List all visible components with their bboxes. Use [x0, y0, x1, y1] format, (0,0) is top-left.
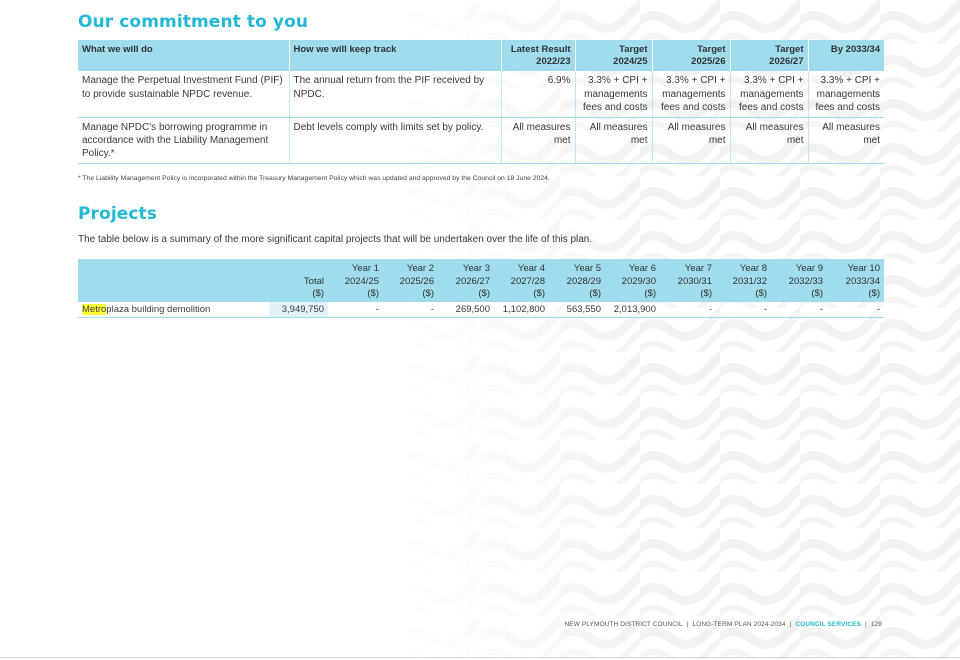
header-year: Year 1 2024/25 ($) — [328, 259, 383, 301]
page-number: 129 — [870, 621, 882, 628]
cell-target-2: All measures met — [652, 117, 730, 164]
cell-target-3: All measures met — [730, 117, 808, 164]
header-year: Year 4 2027/28 ($) — [494, 259, 549, 301]
year-value: - — [328, 302, 383, 318]
header-year: Year 5 2028/29 ($) — [549, 259, 605, 301]
cell-target-1: All measures met — [575, 117, 652, 164]
table-row — [78, 302, 884, 318]
project-total: 3,949,750 — [269, 302, 328, 318]
table-row — [78, 71, 884, 117]
year-value: - — [771, 302, 827, 318]
header-latest: Latest Result 2022/23 — [501, 40, 575, 71]
search-highlight: Metro — [82, 303, 107, 315]
cell-how: The annual return from the PIF received by NPDC. — [289, 71, 501, 117]
footnote: * The Liability Management Policy is incorporated within the Treasury Management Policy which was updated and approved by the Council on 18 June 2024. — [78, 175, 550, 183]
header-year: Year 2 2025/26 ($) — [383, 259, 438, 301]
bottom-divider — [0, 657, 960, 658]
year-value: - — [660, 302, 716, 318]
header-by: By 2033/34 — [808, 40, 884, 71]
cell-target-1: 3.3% + CPI + managements fees and costs — [575, 71, 652, 117]
project-name: Metroplaza building demolition — [78, 302, 269, 318]
cell-latest: 6.9% — [501, 71, 575, 117]
header-year: Year 7 2030/31 ($) — [660, 259, 716, 301]
commitment-table — [78, 40, 884, 164]
cell-latest: All measures met — [501, 117, 575, 164]
year-value: - — [716, 302, 771, 318]
year-value: 269,500 — [438, 302, 494, 318]
header-target-2: Target 2025/26 — [652, 40, 730, 71]
footer-org: NEW PLYMOUTH DISTRICT COUNCIL — [564, 621, 683, 628]
year-value: 1,102,800 — [494, 302, 549, 318]
cell-by: All measures met — [808, 117, 884, 164]
header-project — [78, 259, 269, 301]
projects-title: Projects — [78, 204, 158, 225]
page-footer: NEW PLYMOUTH DISTRICT COUNCIL | LONG-TERM PLAN 2024-2034 | COUNCIL SERVICES | 129 — [564, 621, 882, 628]
cell-target-3: 3.3% + CPI + managements fees and costs — [730, 71, 808, 117]
year-value: 563,550 — [549, 302, 605, 318]
header-how: How we will keep track — [289, 40, 501, 71]
header-year: Year 6 2029/30 ($) — [605, 259, 660, 301]
cell-how: Debt levels comply with limits set by policy. — [289, 117, 501, 164]
commitment-header-row — [78, 40, 884, 71]
cell-what: Manage NPDC's borrowing programme in accordance with the Liability Management Policy.* — [78, 117, 289, 164]
projects-table — [78, 259, 884, 317]
header-target-3: Target 2026/27 — [730, 40, 808, 71]
table-row — [78, 117, 884, 164]
header-year: Year 3 2026/27 ($) — [438, 259, 494, 301]
projects-header-row — [78, 259, 884, 301]
cell-by: 3.3% + CPI + managements fees and costs — [808, 71, 884, 117]
header-year: Year 9 2032/33 ($) — [771, 259, 827, 301]
header-target-1: Target 2024/25 — [575, 40, 652, 71]
header-year: Year 10 2033/34 ($) — [827, 259, 884, 301]
header-year: Year 8 2031/32 ($) — [716, 259, 771, 301]
footer-section: COUNCIL SERVICES — [795, 621, 862, 628]
cell-target-2: 3.3% + CPI + managements fees and costs — [652, 71, 730, 117]
year-value: - — [383, 302, 438, 318]
header-what: What we will do — [78, 40, 289, 71]
year-value: 2,013,900 — [605, 302, 660, 318]
page-title: Our commitment to you — [78, 12, 309, 32]
cell-what: Manage the Perpetual Investment Fund (PIF) to provide sustainable NPDC revenue. — [78, 71, 289, 117]
header-total: Total ($) — [269, 259, 328, 301]
year-value: - — [827, 302, 884, 318]
footer-plan: LONG-TERM PLAN 2024-2034 — [692, 621, 786, 628]
projects-intro: The table below is a summary of the more significant capital projects that will be undertaken over the life of this plan. — [78, 234, 593, 246]
